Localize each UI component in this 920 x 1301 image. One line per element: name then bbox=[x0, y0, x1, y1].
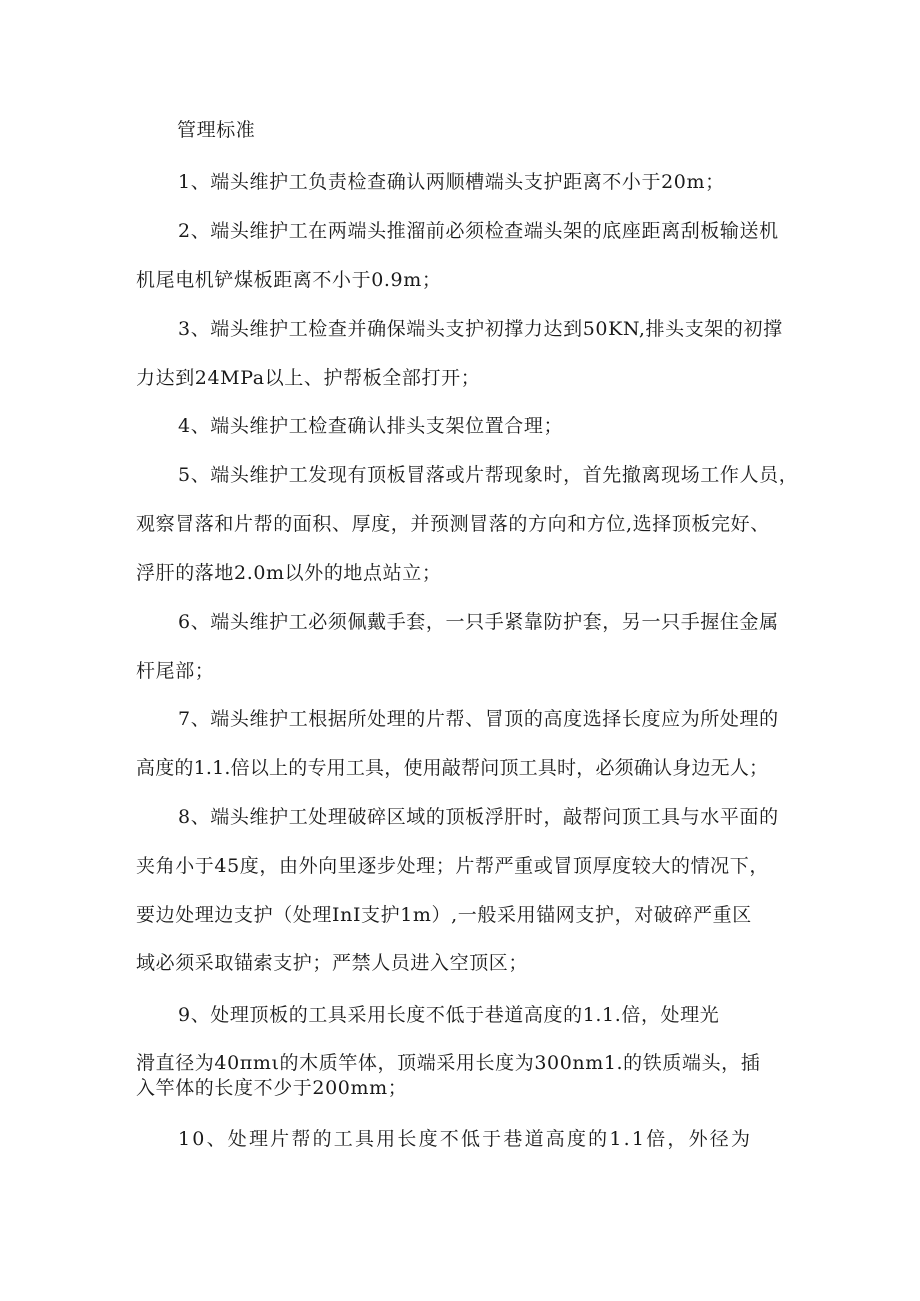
paragraph-line: 滑直径为40πmι的木质竿体，顶端采用长度为300nm1.的铁质端头，插 bbox=[136, 1052, 761, 1074]
paragraph-line: 2、端头维护工在两端头推溜前必须检查端头架的底座距离刮板输送机 bbox=[178, 220, 779, 242]
paragraph-line: 浮肝的落地2.0m以外的地点站立； bbox=[136, 562, 442, 584]
paragraph-line: 入竿体的长度不少于200mm； bbox=[136, 1077, 408, 1099]
paragraph-line: 1、端头维护工负责检查确认两顺槽端头支护距离不小于20m； bbox=[178, 171, 725, 193]
paragraph-line: 观察冒落和片帮的面积、厚度，并预测冒落的方向和方位,选择顶板完好、 bbox=[136, 513, 770, 535]
paragraph-line: 夹角小于45度，由外向里逐步处理；片帮严重或冒顶厚度较大的情况下， bbox=[136, 855, 769, 877]
paragraph-line: 机尾电机铲煤板距离不小于0.9m； bbox=[136, 269, 442, 291]
paragraph-line: 域必须采取锚索支护；严禁人员进入空顶区； bbox=[136, 952, 529, 974]
paragraph-line: 9、处理顶板的工具采用长度不低于巷道高度的1.1.倍，处理光 bbox=[178, 1004, 720, 1026]
paragraph-line: 7、端头维护工根据所处理的片帮、冒顶的高度选择长度应为所处理的 bbox=[178, 708, 779, 730]
paragraph-line: 6、端头维护工必须佩戴手套，一只手紧靠防护套，另一只手握住金属 bbox=[178, 611, 779, 633]
paragraph-line: 杆尾部； bbox=[136, 660, 215, 682]
section-heading: 管理标准 bbox=[177, 119, 256, 141]
paragraph-line: 高度的1.1.倍以上的专用工具，使用敲帮问顶工具时，必须确认身边无人； bbox=[136, 757, 769, 779]
paragraph-line: 3、端头维护工检查并确保端头支护初撑力达到50KN,排头支架的初撑 bbox=[178, 318, 783, 340]
paragraph-line: 5、端头维护工发现有顶板冒落或片帮现象时，首先撤离现场工作人员， bbox=[178, 464, 799, 486]
paragraph-line: 要边处理边支护（处理InI支护1m）,一般采用锚网支护，对破碎严重区 bbox=[136, 904, 752, 926]
paragraph-line: 10、处理片帮的工具用长度不低于巷道高度的1.1倍，外径为 bbox=[178, 1128, 753, 1150]
paragraph-line: 8、端头维护工处理破碎区域的顶板浮肝时，敲帮问顶工具与水平面的 bbox=[178, 806, 779, 828]
paragraph-line: 4、端头维护工检查确认排头支架位置合理； bbox=[178, 415, 564, 437]
paragraph-line: 力达到24MPa以上、护帮板全部打开； bbox=[136, 367, 481, 389]
